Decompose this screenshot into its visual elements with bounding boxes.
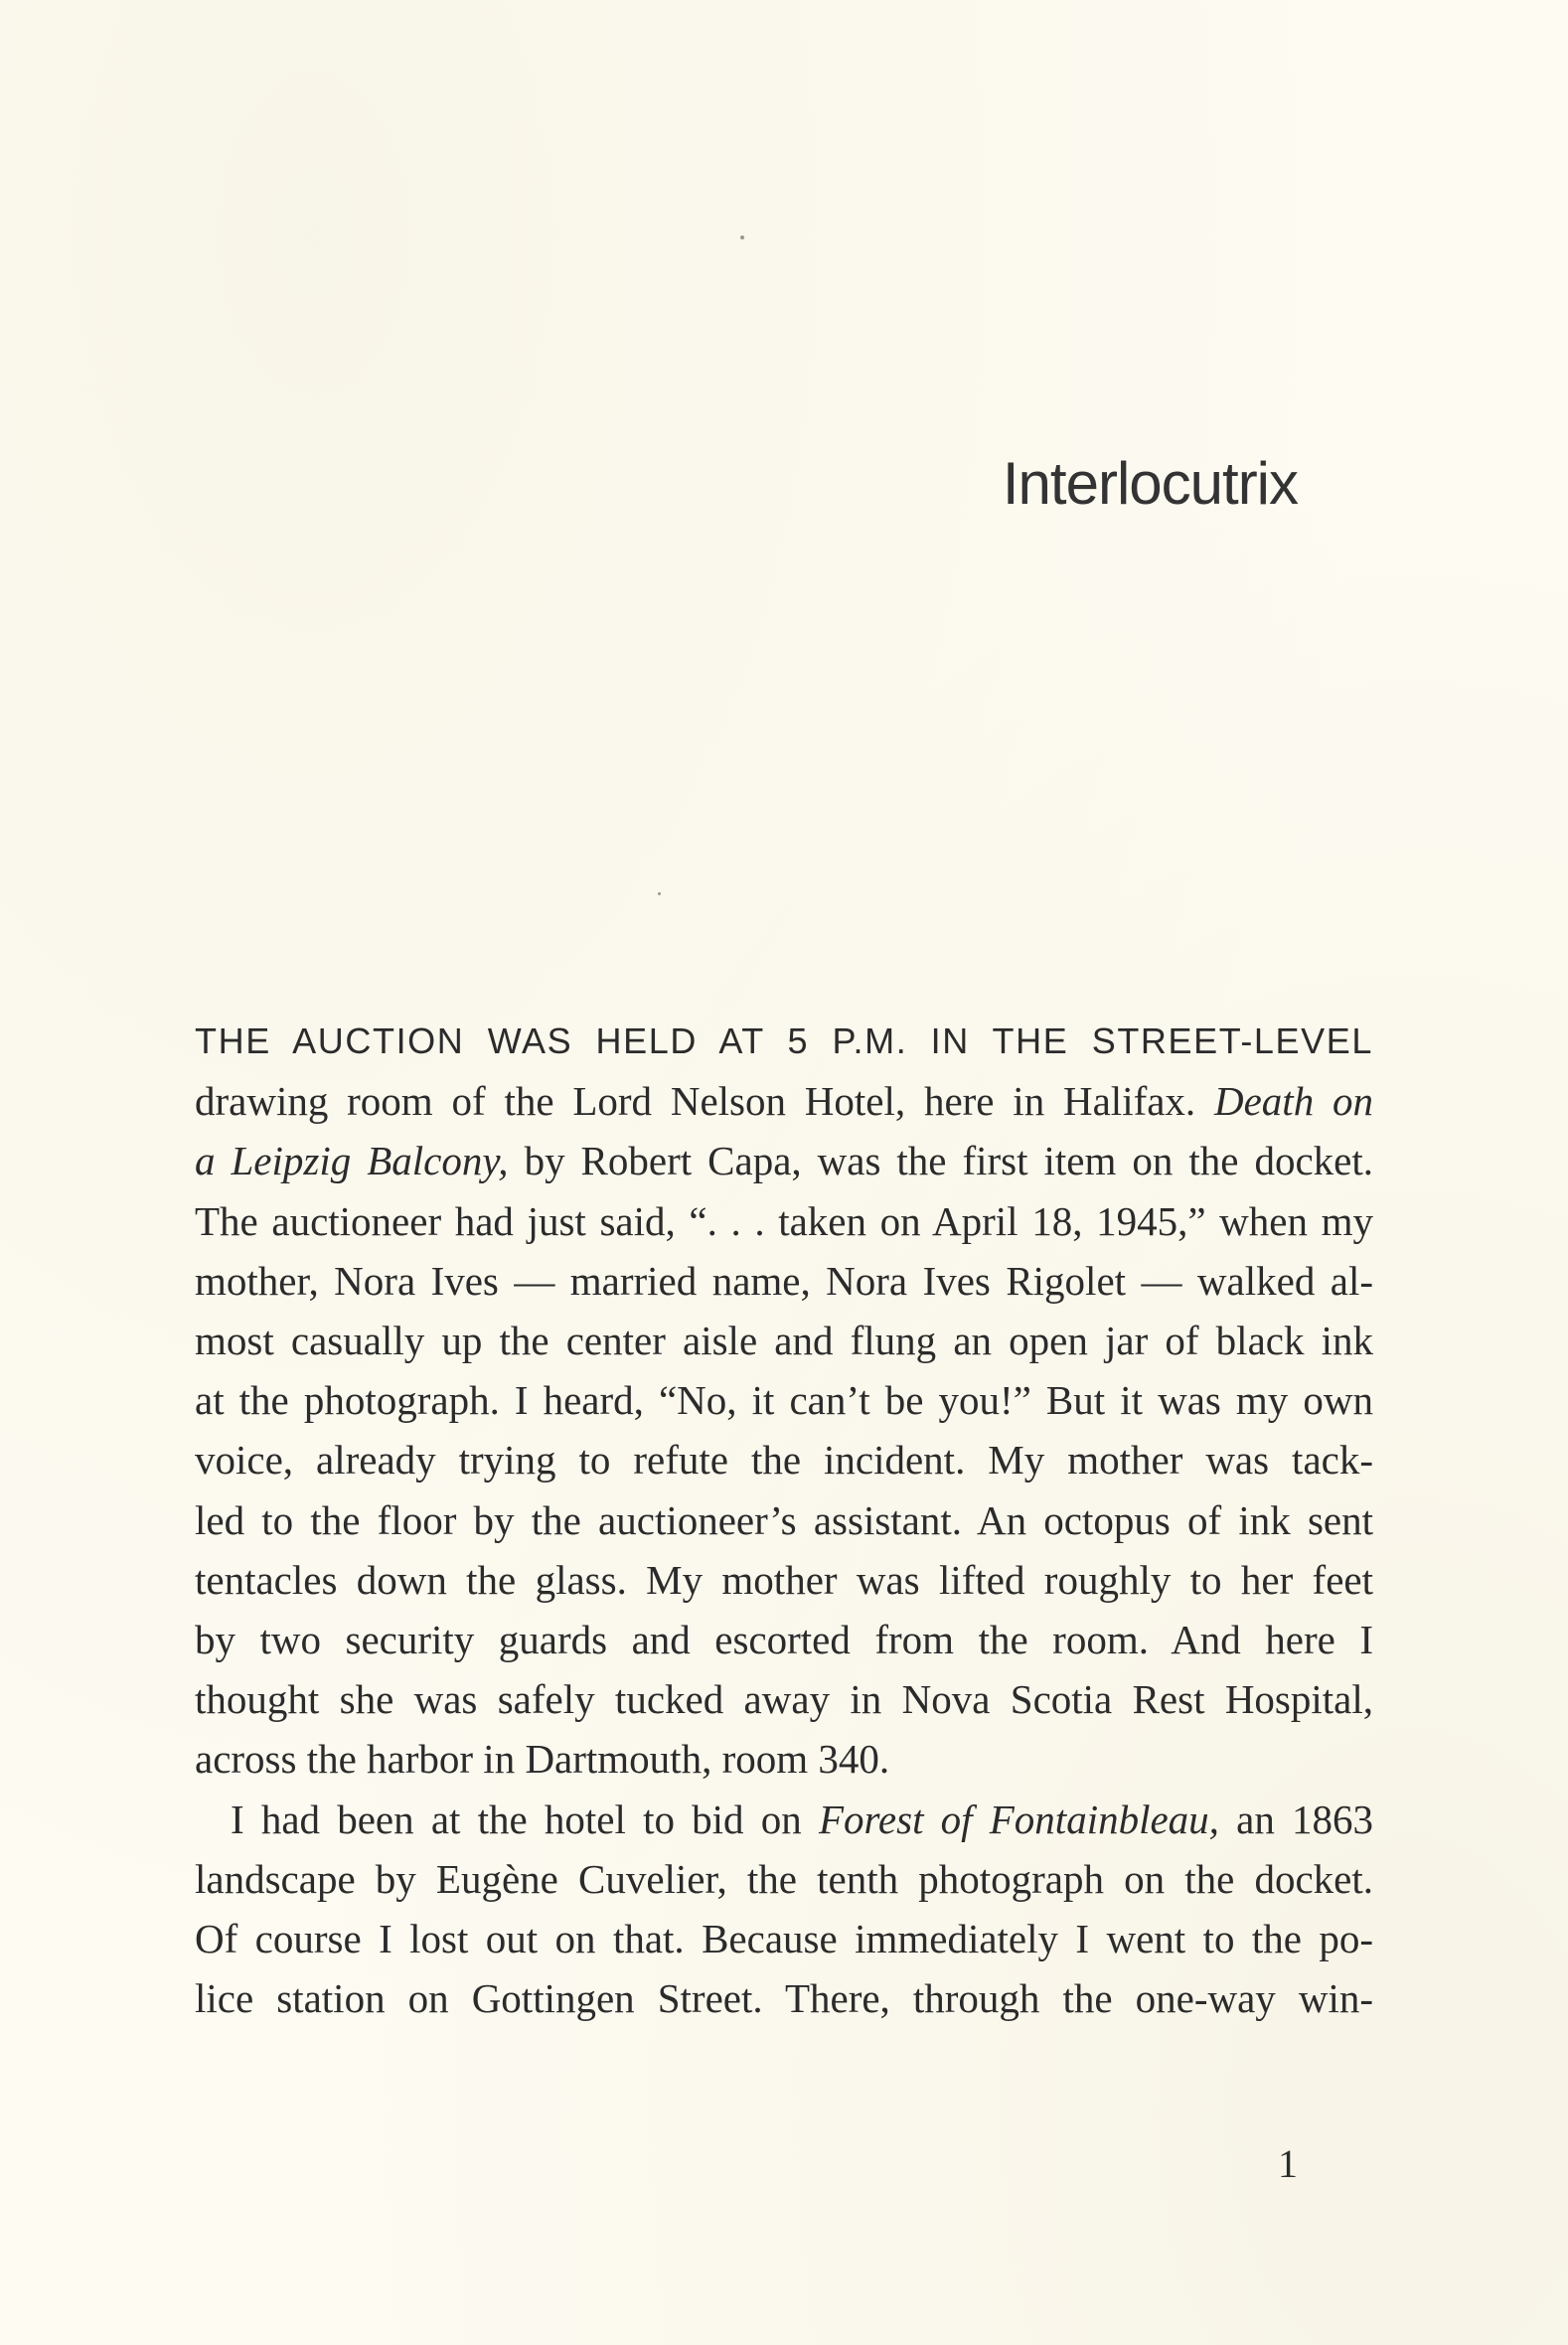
text-line: tentacles down the glass. My mother was lifted roughly to her feet: [195, 1556, 1373, 1603]
text-line: mother, Nora Ives — married name, Nora Ives Rigolet — walked al-: [195, 1257, 1373, 1304]
text-line: by two security guards and escorted from the room. And here I: [195, 1617, 1373, 1663]
text-line: [195, 1131, 1373, 1190]
italic-title: Death on: [1214, 1078, 1374, 1125]
text-segment: by Robert Capa, was the first item on the docket.: [524, 1138, 1374, 1184]
page-number: 1: [1278, 2141, 1298, 2186]
text-line: thought she was safely tucked away in Nova Scotia Rest Hospital,: [195, 1676, 1373, 1723]
text-line: led to the floor by the auctioneer’s assistant. An octopus of ink sent: [195, 1496, 1373, 1543]
text-segment: an 1863: [1236, 1796, 1374, 1842]
text-line: most casually up the center aisle and flung an open jar of black ink: [195, 1318, 1373, 1364]
text-segment: drawing room of the Lord Nelson Hotel, here in Halifax.: [195, 1078, 1196, 1125]
text-line: voice, already trying to refute the incident. My mother was tack-: [195, 1437, 1373, 1484]
text-line: The auctioneer had just said, “. . . taken on April 18, 1945,” when my: [195, 1197, 1373, 1244]
text-line: [195, 1071, 1373, 1131]
text-segment: I had been at the hotel to bid on: [231, 1796, 802, 1842]
chapter-title: Interlocutrix: [1002, 450, 1298, 517]
paper-speck: [740, 235, 744, 239]
text-line: Of course I lost out on that. Because immediately I went to the po-: [195, 1916, 1373, 1962]
lead-in-smallcaps: THE AUCTION WAS HELD AT 5 P.M. IN THE STREET-LEVEL: [195, 1020, 1373, 1061]
paper-speck: [658, 892, 661, 895]
text-line: landscape by Eugène Cuvelier, the tenth photograph on the docket.: [195, 1855, 1373, 1902]
text-line: across the harbor in Dartmouth, room 340.: [195, 1736, 890, 1783]
paragraph-2: [195, 1790, 1373, 2029]
text-line: [195, 1790, 1373, 1849]
italic-title: Forest of Fontainbleau,: [818, 1796, 1219, 1842]
text-line: at the photograph. I heard, “No, it can’t be you!” But it was my own: [195, 1377, 1373, 1424]
italic-title: a Leipzig Balcony,: [195, 1138, 509, 1184]
text-line: lice station on Gottingen Street. There, through the one-way win-: [195, 1975, 1373, 2022]
paragraph-1: [195, 1012, 1373, 1790]
body-text: [195, 1012, 1373, 2028]
